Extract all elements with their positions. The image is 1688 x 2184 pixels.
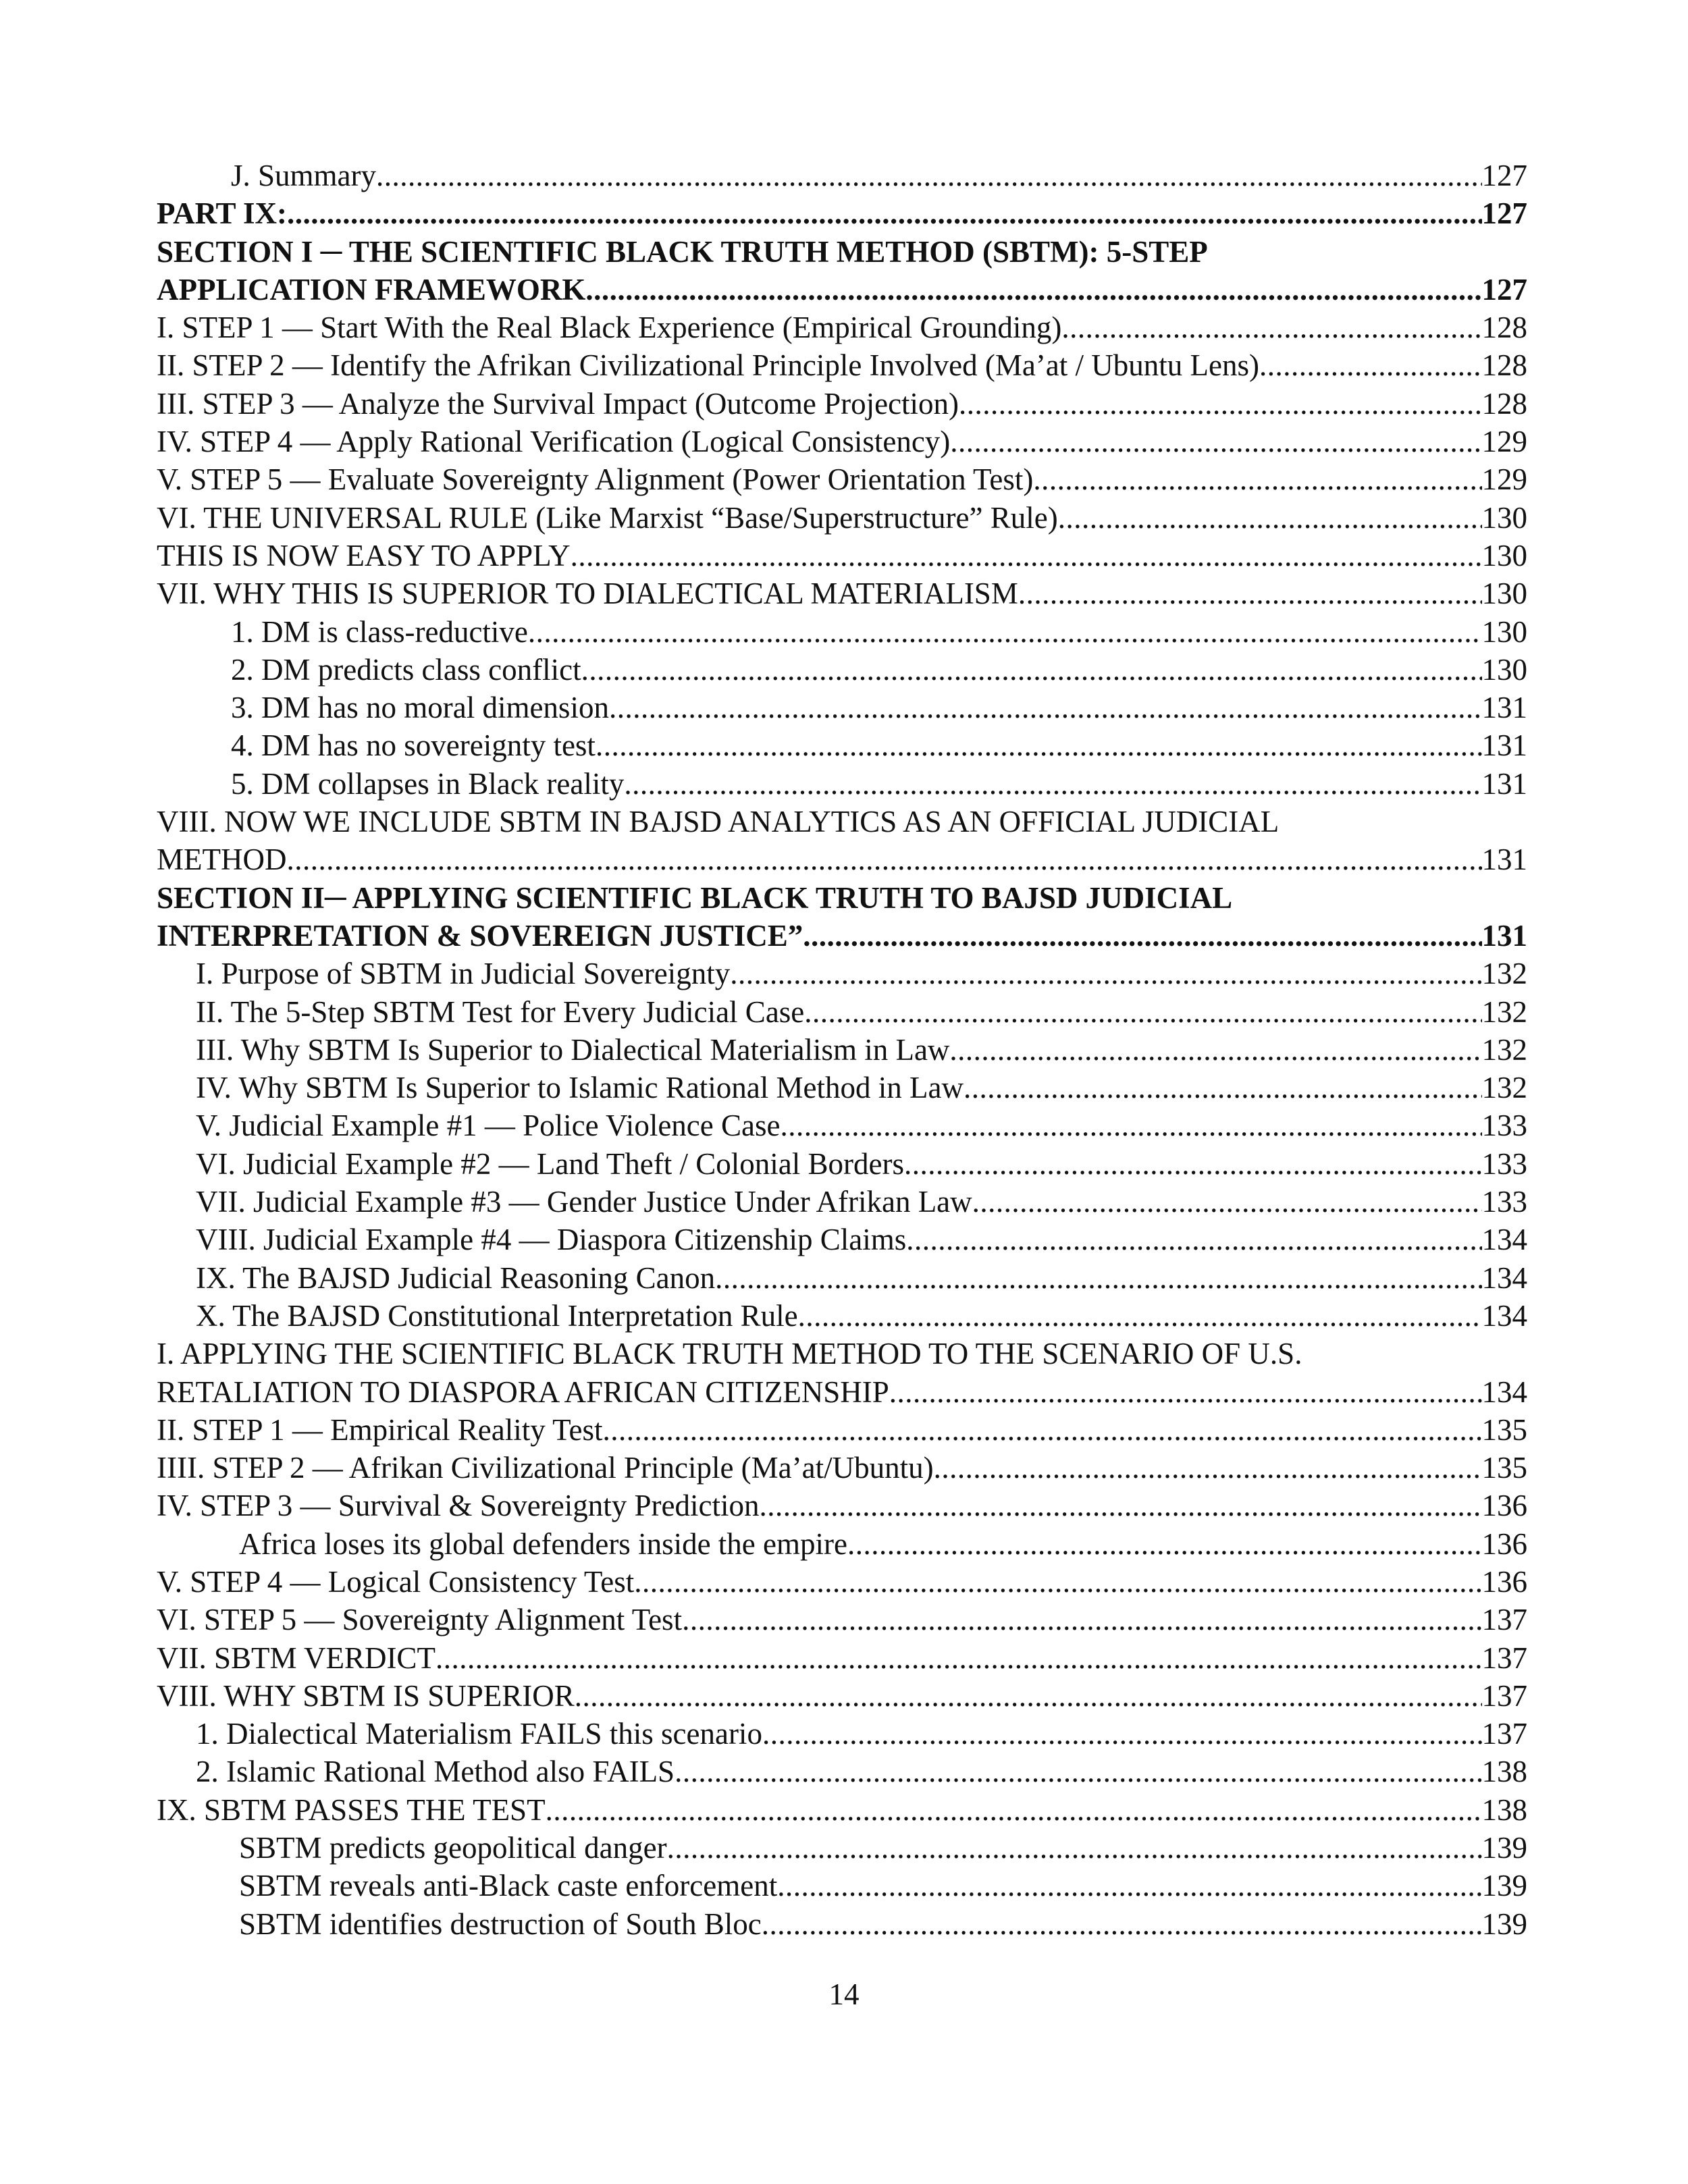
toc-entry-title: 1. Dialectical Materialism FAILS this scenario (196, 1717, 762, 1751)
toc-entry-page-number: 134 (1481, 1298, 1527, 1333)
page-number: 14 (828, 1977, 860, 2011)
toc-entry-title: 3. DM has no moral dimension (231, 691, 609, 725)
toc-dot-leader (286, 841, 1481, 878)
toc-entry[interactable] (157, 309, 1527, 346)
toc-entry-title: V. STEP 5 — Evaluate Sovereignty Alignment (Power Orientation Test) (157, 462, 1034, 497)
toc-dot-leader (675, 1753, 1481, 1790)
toc-entry-title: IV. STEP 3 — Survival & Sovereignty Prediction (157, 1489, 760, 1523)
toc-entry[interactable] (157, 1449, 1527, 1487)
toc-entry-title: RETALIATION TO DIASPORA AFRICAN CITIZENSHIP (157, 1375, 889, 1409)
toc-entry-title: PART IX: (157, 196, 288, 231)
toc-dot-leader (934, 1449, 1482, 1487)
table-of-contents (157, 157, 1527, 1943)
toc-entry-page-number: 139 (1481, 1831, 1527, 1865)
toc-entry-page-number: 137 (1481, 1641, 1527, 1675)
toc-entry[interactable] (157, 613, 1527, 651)
toc-dot-leader (964, 1069, 1482, 1107)
toc-entry[interactable] (157, 1677, 1527, 1715)
toc-dot-leader (528, 613, 1482, 651)
toc-entry-title: VII. WHY THIS IS SUPERIOR TO DIALECTICAL MATERIALISM (157, 577, 1018, 611)
toc-entry[interactable] (157, 1145, 1527, 1183)
toc-entry[interactable] (157, 993, 1527, 1031)
toc-entry[interactable] (157, 651, 1527, 689)
toc-dot-leader (972, 1183, 1482, 1221)
toc-dot-leader (585, 271, 1481, 309)
toc-entry-title: 2. Islamic Rational Method also FAILS (196, 1755, 675, 1789)
toc-entry-title: VI. Judicial Example #2 — Land Theft / Colonial Borders (196, 1146, 904, 1181)
toc-entry[interactable] (157, 1639, 1527, 1677)
toc-entry[interactable] (157, 1829, 1527, 1867)
toc-entry-title: METHOD (157, 843, 287, 877)
toc-dot-leader (949, 1031, 1481, 1069)
toc-entry-title: VIII. NOW WE INCLUDE SBTM IN BAJSD ANALYTICS AS AN OFFICIAL JUDICIAL (157, 805, 1280, 839)
toc-entry[interactable] (157, 1411, 1527, 1449)
toc-entry-page-number: 129 (1481, 425, 1527, 459)
toc-entry[interactable] (157, 1259, 1527, 1297)
toc-dot-leader (847, 1525, 1482, 1563)
toc-entry[interactable] (157, 157, 1527, 194)
toc-entry[interactable] (157, 879, 1527, 917)
toc-entry-page-number: 128 (1481, 311, 1527, 345)
toc-dot-leader (730, 955, 1481, 992)
toc-entry-page-number: 131 (1481, 691, 1527, 725)
toc-entry-title: 2. DM predicts class conflict (231, 652, 581, 687)
toc-entry[interactable] (157, 233, 1527, 271)
toc-entry[interactable] (157, 803, 1527, 841)
toc-entry-title: VII. Judicial Example #3 — Gender Justice Under Afrikan Law (196, 1185, 972, 1219)
toc-dot-leader (287, 194, 1481, 232)
toc-entry-page-number: 137 (1481, 1678, 1527, 1713)
toc-entry[interactable] (157, 537, 1527, 575)
toc-dot-leader (575, 1677, 1482, 1715)
toc-entry[interactable] (157, 1107, 1527, 1144)
toc-dot-leader (804, 993, 1481, 1031)
toc-entry-page-number: 138 (1481, 1792, 1527, 1827)
toc-entry-page-number: 136 (1481, 1564, 1527, 1599)
toc-dot-leader (950, 423, 1481, 460)
toc-entry-page-number: 127 (1481, 196, 1527, 231)
toc-entry[interactable] (157, 917, 1527, 955)
toc-entry-page-number: 137 (1481, 1717, 1527, 1751)
toc-entry[interactable] (157, 1335, 1527, 1373)
toc-entry-title: I. STEP 1 — Start With the Real Black Experience (Empirical Grounding) (157, 311, 1062, 345)
toc-entry-page-number: 139 (1481, 1907, 1527, 1941)
toc-entry[interactable] (157, 1069, 1527, 1107)
toc-entry[interactable] (157, 955, 1527, 992)
toc-dot-leader (803, 917, 1481, 955)
toc-entry-title: IV. STEP 4 — Apply Rational Verification (Logical Consistency) (157, 425, 951, 459)
toc-entry[interactable] (157, 1297, 1527, 1335)
toc-dot-leader (762, 1715, 1482, 1753)
toc-dot-leader (906, 1221, 1481, 1258)
toc-entry-title: SBTM identifies destruction of South Bloc (239, 1907, 762, 1941)
toc-dot-leader (571, 537, 1482, 575)
toc-entry-page-number: 127 (1481, 159, 1527, 192)
toc-entry[interactable] (157, 689, 1527, 726)
toc-dot-leader (904, 1145, 1482, 1183)
toc-entry-title: I. APPLYING THE SCIENTIFIC BLACK TRUTH METHOD TO THE SCENARIO OF U.S. (157, 1337, 1302, 1371)
toc-entry-title: INTERPRETATION & SOVEREIGN JUSTICE” (157, 918, 803, 953)
toc-entry-title: Africa loses its global defenders inside the empire (239, 1526, 847, 1561)
toc-entry-title: VIII. Judicial Example #4 — Diaspora Citizenship Claims (196, 1223, 907, 1257)
toc-entry-page-number: 132 (1481, 1032, 1527, 1067)
toc-entry-title: IIII. STEP 2 — Afrikan Civilizational Principle (Ma’at/Ubuntu) (157, 1451, 934, 1485)
toc-entry[interactable] (157, 499, 1527, 537)
toc-dot-leader (581, 651, 1482, 689)
toc-dot-leader (798, 1297, 1482, 1335)
toc-entry-page-number: 133 (1481, 1109, 1527, 1143)
toc-entry-page-number: 131 (1481, 728, 1527, 763)
toc-entry-title: VI. STEP 5 — Sovereignty Alignment Test (157, 1603, 683, 1637)
toc-entry[interactable] (157, 1373, 1527, 1411)
toc-entry[interactable] (157, 575, 1527, 612)
toc-entry-title: SECTION I ─ THE SCIENTIFIC BLACK TRUTH METHOD (SBTM): 5-STEP (157, 234, 1208, 269)
toc-entry-title: 1. DM is class-reductive (231, 614, 528, 649)
toc-dot-leader (759, 1487, 1481, 1524)
toc-entry[interactable] (157, 1715, 1527, 1753)
toc-entry-page-number: 130 (1481, 577, 1527, 611)
toc-dot-leader (1018, 575, 1482, 612)
toc-entry-page-number: 128 (1481, 348, 1527, 383)
toc-dot-leader (603, 1411, 1482, 1449)
toc-entry-page-number: 134 (1481, 1260, 1527, 1295)
toc-entry[interactable] (157, 346, 1527, 384)
toc-entry[interactable] (157, 726, 1527, 764)
toc-entry-page-number: 129 (1481, 462, 1527, 497)
toc-entry[interactable] (157, 1905, 1527, 1943)
toc-entry-page-number: 132 (1481, 994, 1527, 1029)
toc-dot-leader (634, 1563, 1481, 1601)
toc-entry[interactable] (157, 385, 1527, 423)
toc-entry-title: SBTM reveals anti-Black caste enforcement (239, 1869, 778, 1903)
toc-entry-page-number: 131 (1481, 918, 1527, 953)
toc-entry-title: VII. SBTM VERDICT (157, 1641, 436, 1675)
toc-entry-page-number: 133 (1481, 1185, 1527, 1219)
toc-entry[interactable] (157, 1487, 1527, 1524)
toc-entry-title: I. Purpose of SBTM in Judicial Sovereignty (196, 957, 731, 991)
toc-entry[interactable] (157, 841, 1527, 878)
toc-entry-page-number: 130 (1481, 652, 1527, 687)
toc-entry[interactable] (157, 1221, 1527, 1258)
toc-entry-title: 4. DM has no sovereignty test (231, 728, 596, 763)
toc-entry-page-number: 134 (1481, 1375, 1527, 1409)
toc-entry-title: IV. Why SBTM Is Superior to Islamic Rational Method in Law (196, 1071, 964, 1105)
toc-entry-title: X. The BAJSD Constitutional Interpretation Rule (196, 1298, 798, 1333)
toc-entry[interactable] (157, 1753, 1527, 1790)
toc-entry-page-number: 134 (1481, 1223, 1527, 1257)
toc-entry-page-number: 130 (1481, 614, 1527, 649)
toc-dot-leader (436, 1639, 1482, 1677)
toc-entry[interactable] (157, 194, 1527, 232)
toc-entry-page-number: 130 (1481, 538, 1527, 572)
toc-dot-leader (596, 726, 1482, 764)
toc-dot-leader (1058, 499, 1482, 537)
toc-entry[interactable] (157, 1525, 1527, 1563)
toc-entry-page-number: 139 (1481, 1869, 1527, 1903)
toc-dot-leader (682, 1601, 1481, 1639)
toc-entry[interactable] (157, 1031, 1527, 1069)
toc-entry-title: III. STEP 3 — Analyze the Survival Impact (Outcome Projection) (157, 386, 959, 421)
toc-entry-page-number: 132 (1481, 1071, 1527, 1105)
toc-dot-leader (624, 765, 1481, 803)
toc-entry-title: V. Judicial Example #1 — Police Violence Case (196, 1109, 781, 1143)
toc-entry[interactable] (157, 1601, 1527, 1639)
toc-entry-title: SECTION II─ APPLYING SCIENTIFIC BLACK TRUTH TO BAJSD JUDICIAL (157, 880, 1233, 915)
toc-entry-page-number: 135 (1481, 1451, 1527, 1485)
toc-entry[interactable] (157, 1183, 1527, 1221)
toc-entry[interactable] (157, 1791, 1527, 1829)
toc-entry-title: IX. The BAJSD Judicial Reasoning Canon (196, 1260, 716, 1295)
toc-entry-title: 5. DM collapses in Black reality (231, 766, 625, 801)
toc-entry-page-number: 137 (1481, 1603, 1527, 1637)
toc-entry[interactable] (157, 460, 1527, 498)
toc-entry-title: VIII. WHY SBTM IS SUPERIOR (157, 1678, 575, 1713)
toc-entry[interactable] (157, 271, 1527, 309)
toc-entry-title: II. STEP 2 — Identify the Afrikan Civilizational Principle Involved (Ma’at / Ubuntu Lens) (157, 348, 1259, 383)
toc-entry[interactable] (157, 1867, 1527, 1905)
toc-entry-page-number: 138 (1481, 1755, 1527, 1789)
toc-dot-leader (1259, 346, 1482, 384)
toc-entry-title: J. Summary (231, 159, 377, 192)
toc-dot-leader (780, 1107, 1481, 1144)
toc-entry-title: II. STEP 1 — Empirical Reality Test (157, 1412, 603, 1447)
toc-entry-title: VI. THE UNIVERSAL RULE (Like Marxist “Base/Superstructure” Rule) (157, 500, 1058, 535)
toc-dot-leader (762, 1905, 1482, 1943)
toc-dot-leader (667, 1829, 1482, 1867)
toc-dot-leader (889, 1373, 1482, 1411)
toc-entry-title: APPLICATION FRAMEWORK (157, 272, 586, 307)
toc-entry-page-number: 132 (1481, 957, 1527, 991)
toc-entry-page-number: 128 (1481, 386, 1527, 421)
toc-entry[interactable] (157, 423, 1527, 460)
toc-entry-page-number: 136 (1481, 1526, 1527, 1561)
toc-dot-leader (1033, 460, 1481, 498)
toc-dot-leader (1061, 309, 1481, 346)
toc-entry-title: V. STEP 4 — Logical Consistency Test (157, 1564, 635, 1599)
toc-entry-page-number: 131 (1481, 766, 1527, 801)
toc-entry[interactable] (157, 765, 1527, 803)
toc-entry-title: SBTM predicts geopolitical danger (239, 1831, 667, 1865)
toc-entry-page-number: 130 (1481, 500, 1527, 535)
toc-entry-page-number: 127 (1481, 272, 1527, 307)
toc-entry-page-number: 131 (1481, 843, 1527, 877)
toc-entry-title: III. Why SBTM Is Superior to Dialectical Materialism in Law (196, 1032, 950, 1067)
toc-entry-title: IX. SBTM PASSES THE TEST (157, 1792, 546, 1827)
toc-entry-page-number: 135 (1481, 1412, 1527, 1447)
toc-entry-title: II. The 5-Step SBTM Test for Every Judicial Case (196, 994, 805, 1029)
toc-entry-page-number: 136 (1481, 1489, 1527, 1523)
toc-dot-leader (959, 385, 1481, 423)
toc-entry-page-number: 133 (1481, 1146, 1527, 1181)
toc-dot-leader (715, 1259, 1481, 1297)
toc-dot-leader (546, 1791, 1482, 1829)
toc-dot-leader (376, 157, 1481, 194)
toc-dot-leader (777, 1867, 1481, 1905)
toc-entry-title: THIS IS NOW EASY TO APPLY (157, 538, 571, 572)
toc-dot-leader (609, 689, 1482, 726)
toc-entry[interactable] (157, 1563, 1527, 1601)
